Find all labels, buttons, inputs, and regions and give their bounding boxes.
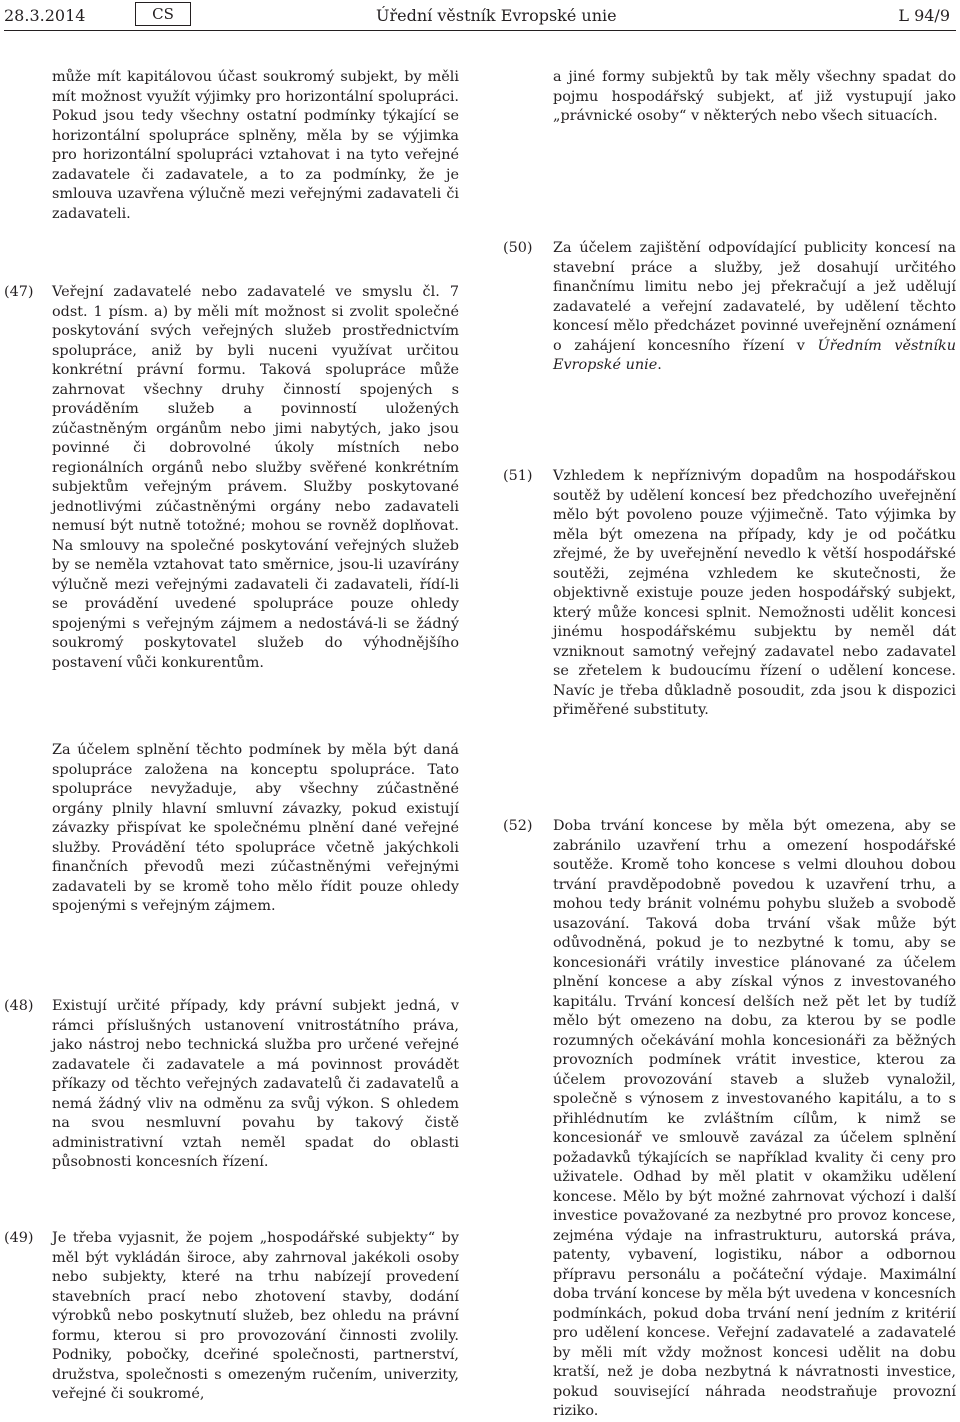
recital-48-number: (48) bbox=[4, 998, 34, 1014]
recital-51-text: Vzhledem k nepříznivým dopadům na hospodářskou soutěž by udělení koncesí bez předchozího uveřejnění mělo být povoleno pouze výjimečně. Tato výjimka by měla být omezena na případy, kdy je od počátku zřejmé, že by uveřejnění nevedlo k větší hospodářské soutěži, zejména vzhledem ke skutečnosti, že objektivně existuje pouze jeden hospodářský subjekt, který může koncesi splnit. Nemožnosti udělit koncesi jinému hospodářskému subjektu by neměl dát vzniknout samotný veřejný zadavatel nebo zadavatel se zřetelem k budoucímu řízení o udělení koncese. Navíc je třeba důkladně posoudit, zda jsou k dispozici přiměřené substituty. bbox=[553, 468, 956, 718]
recital-48-text: Existují určité případy, kdy právní subjekt jedná, v rámci příslušných ustanovení vnitrostátního práva, jako nástroj nebo technická služba pro určené veřejné zadavatele či zadavatele a má povinnost provádět příkazy od těchto veřejných zadavatelů či zadavatelů a nemá žádný vliv na odměnu za svůj výkon. S ohledem na svou nesmluvní povahu by takový čistě administrativní vztah neměl spadat do oblasti působnosti koncesních řízení. bbox=[52, 998, 459, 1170]
right-intro-paragraph: a jiné formy subjektů by tak měly všechny spadat do pojmu hospodářský subjekt, ať již vystupují jako „právnické osoby“ v některých nebo všech situacích. bbox=[553, 69, 956, 124]
journal-name-italic: Úředním věstníku Evropské unie bbox=[553, 337, 957, 373]
recital-47-number: (47) bbox=[4, 284, 34, 300]
recital-50-number: (50) bbox=[503, 240, 533, 256]
recital-49-number: (49) bbox=[4, 1230, 34, 1246]
recital-52-number: (52) bbox=[503, 818, 533, 834]
language-badge: CS bbox=[135, 2, 191, 26]
recital-52-text: Doba trvání koncese by měla být omezena, aby se zabránilo uzavření trhu a omezení hospodářské soutěže. Kromě toho koncese s velmi dlouhou dobou trvání pravděpodobně povedou k uzavření trhu, a mohou tedy bránit volnému pohybu služeb a svobodě usazování. Taková doba trvání však může být odůvodněná, pokud je to nezbytné k tomu, aby se koncesionáři vrátily investice plánované za účelem plnění koncese a aby získal výnos z investovaného kapitálu. Trvání koncesí delších než pět let by tudíž mělo být omezeno na dobu, za kterou by se podle rozumných očekávání mohla koncesionáři za běžných provozních podmínek vrátit investice, kterou za účelem provozování staveb a služeb vynaložil, společně s výnosem z investovaného kapitálu, a to s přihlédnutím ke zvláštním cílům, k nimž se koncesionář ve smlouvě zavázal za účelem splnění požadavků týkajících se například kvality či ceny pro uživatele. Odhad by měl platit v okamžiku udělení koncese. Mělo by být možné zahrnovat výchozí i další investice považované za nezbytné pro provoz koncese, zejména výdaje na infrastrukturu, autorská práva, patenty, vybavení, logistiku, nábor a odbornou přípravu personálu a počáteční výdaje. Maximální doba trvání koncese by měla být uvedena v koncesních podmínkách, pokud doba trvání není jedním z kritérií pro udělení koncese. Veřejní zadavatelé a zadavatelé by měli mít vždy možnost koncesi udělit na dobu kratší, než je doba nezbytná k návratnosti investice, pokud související náhrada neodstraňuje provozní riziko. bbox=[553, 818, 956, 1419]
recital-47-text: Veřejní zadavatelé nebo zadavatelé ve smyslu čl. 7 odst. 1 písm. a) by měli mít možnost si zvolit společné poskytování svých veřejných služeb prostřednictvím spolupráce, aniž by byli nuceni využívat určitou konkrétní právní formu. Taková spolupráce může zahrnovat všechny druhy činností spojených s prováděním služeb a povinností uložených zúčastněným orgánům nebo jimi nabytých, jako jsou povinné či dobrovolné úkoly místních nebo regionálních orgánů nebo služby svěřené konkrétním subjektům veřejným právem. Služby poskytované jednotlivými zúčastněnými orgány nebo zadavateli nemusí být nutně totožné; mohou se rovněž doplňovat. Na smlouvy na společné poskytování veřejných služeb by se neměla vztahovat tato směrnice, jsou-li uzavírány výlučně mezi veřejnými zadavateli či zadavateli, řídí-li se provádění uvedené spolupráce pouze ohledy spojenými s veřejným zájmem a nedostává-li se žádný soukromý poskytovatel služeb do výhodnějšího postavení vůči konkurentům. bbox=[52, 284, 459, 671]
publication-date: 28.3.2014 bbox=[4, 6, 86, 25]
left-intro-paragraph: může mít kapitálovou účast soukromý subjekt, by měli mít možnost využít výjimky pro horizontální spolupráci. Pokud jsou tedy všechny ostatní podmínky týkající se horizontální spolupráce splněny, měla by se výjimka pro horizontální spolupráci vztahovat i na tyto veřejné zadavatele či zadavatele, a to za podmínky, že je smlouva uzavřena výlučně mezi veřejnými zadavateli či zadavateli. bbox=[52, 69, 459, 222]
recital-51-number: (51) bbox=[503, 468, 533, 484]
recital-47-continuation: Za účelem splnění těchto podmínek by měla být daná spolupráce založena na konceptu spolupráce. Tato spolupráce nevyžaduje, aby všechny zúčastněné orgány plnily hlavní smluvní závazky, pokud existují závazky přispívat ke společnému plnění dané veřejné služby. Provádění této spolupráce včetně jakýchkoli finančních převodů mezi zúčastněnými veřejnými zadavateli by se kromě toho mělo řídit pouze ohledy spojenými s veřejným zájmem. bbox=[52, 742, 459, 914]
page-header bbox=[0, 0, 960, 32]
recital-50-body: Za účelem zajištění odpovídající publicity koncesí na stavební práce a služby, jež dosahují určitého finančnímu limitu nebo jej překračují a jež udělují zadavatelé a veřejní zadavatelé, by udělení těchto koncesí mělo předcházet povinné uveřejnění oznámení o zahájení koncesního řízení v bbox=[553, 240, 956, 354]
page-reference: L 94/9 bbox=[898, 6, 950, 25]
recital-50-end: . bbox=[657, 357, 662, 373]
journal-title: Úřední věstník Evropské unie bbox=[376, 6, 617, 25]
recital-50-text bbox=[553, 239, 956, 376]
header-rule bbox=[4, 30, 956, 31]
recital-49-text: Je třeba vyjasnit, že pojem „hospodářské subjekty“ by měl být vykládán široce, aby zahrnoval jakékoli osoby nebo subjekty, které na trhu nabízejí provedení stavebních prací nebo zhotovení stavby, dodání výrobků nebo poskytnutí služeb, bez ohledu na právní formu, kterou si pro provozování činnosti zvolily. Podniky, pobočky, dceřiné společnosti, partnerství, družstva, společnosti s omezeným ručením, univerzity, veřejné či soukromé, bbox=[52, 1230, 459, 1402]
